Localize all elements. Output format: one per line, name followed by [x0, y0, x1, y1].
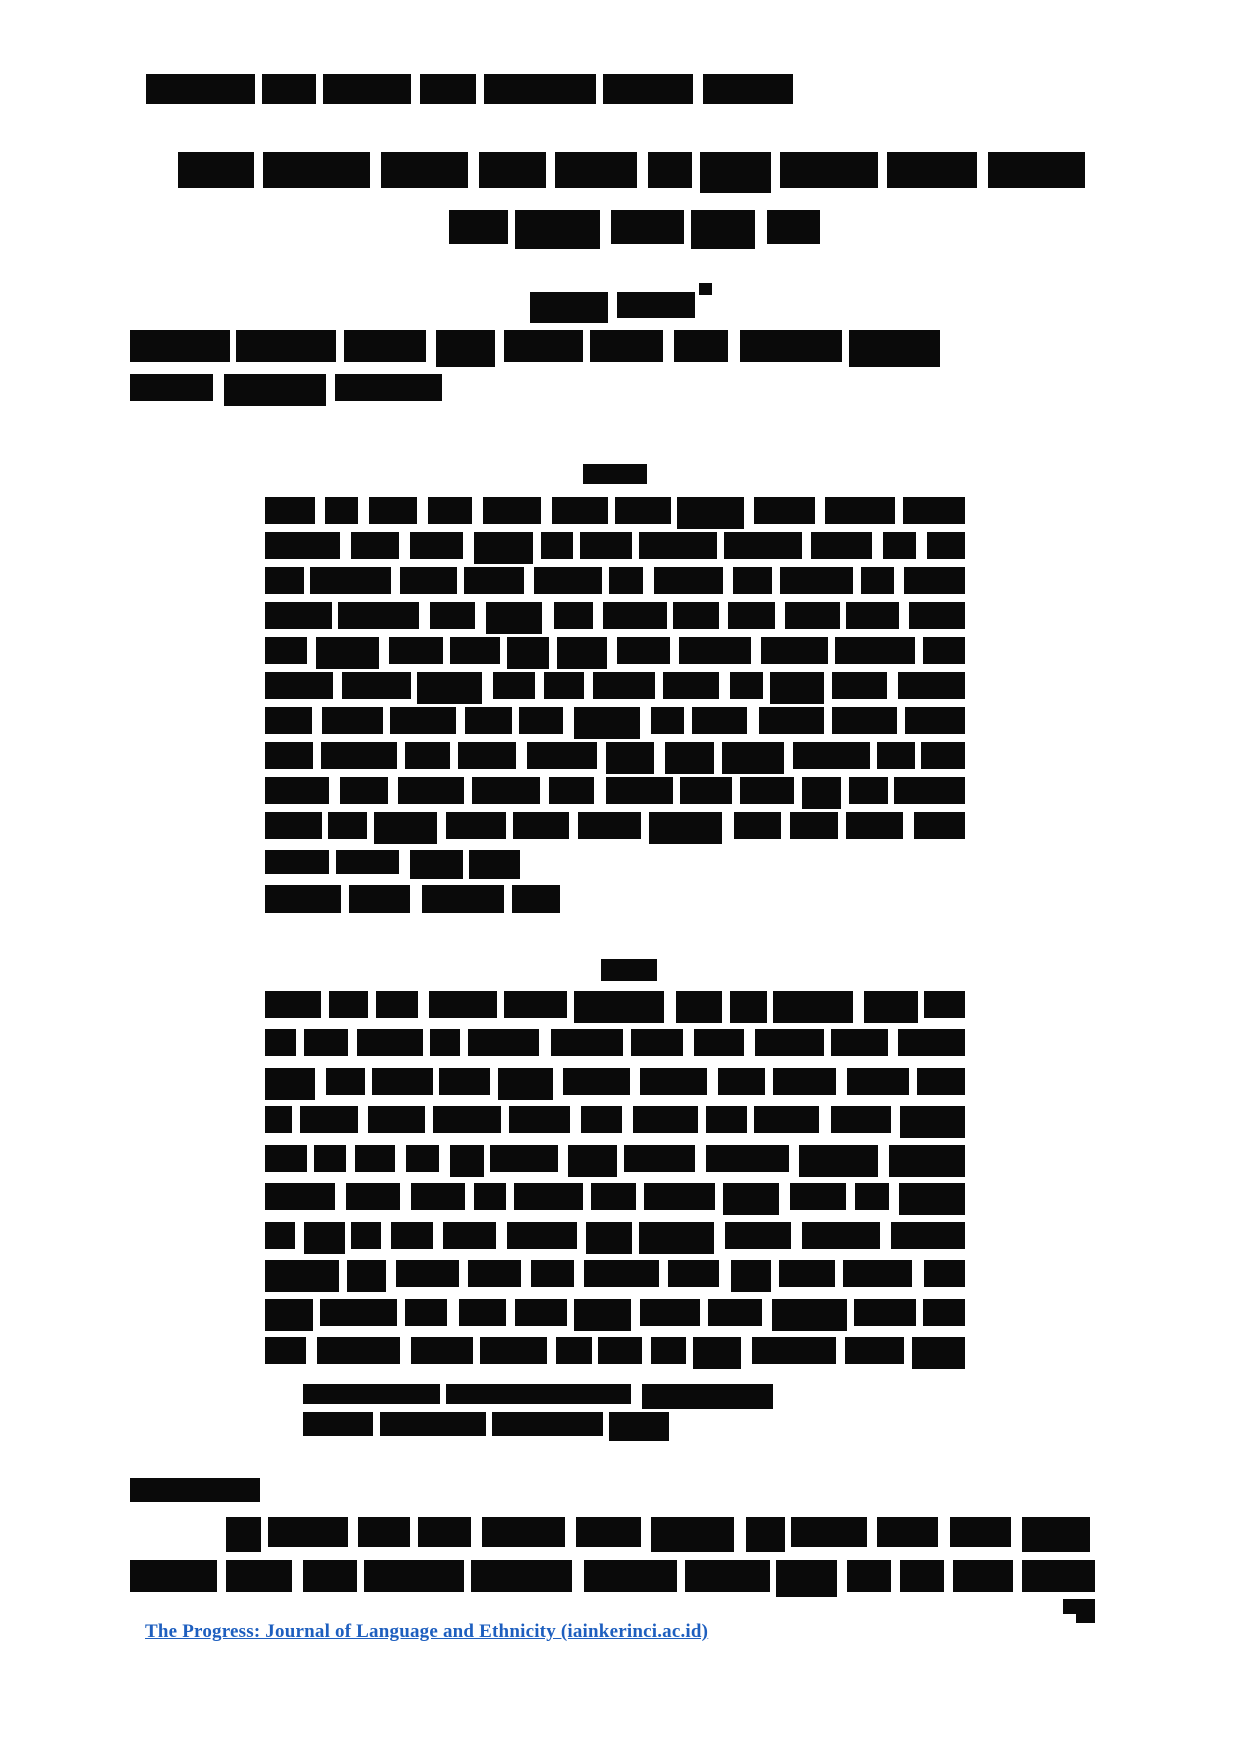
abstrak-line-5 [265, 1145, 965, 1172]
intro-paragraph-line-1 [226, 1517, 1090, 1547]
abstrak-heading [601, 959, 657, 981]
abstrak-line-6 [265, 1183, 965, 1210]
author-superscript [699, 283, 712, 295]
title-line-1 [178, 152, 1085, 188]
footnote-marker-b [1076, 1610, 1095, 1623]
introduction-heading [130, 1478, 260, 1502]
email-line [130, 374, 442, 401]
abstract-line-6 [265, 672, 965, 699]
abstrak-line-9 [265, 1299, 965, 1326]
abstract-line-9 [265, 777, 965, 804]
author-line [530, 292, 695, 318]
abstract-line-3 [265, 567, 965, 594]
abstract-line-8 [265, 742, 965, 769]
abstract-email-line [265, 885, 560, 913]
abstract-heading [583, 464, 647, 484]
abstrak-line-2 [265, 1029, 965, 1056]
doi-line [303, 1384, 773, 1404]
abstract-line-1 [265, 497, 965, 524]
abstrak-line-3 [265, 1068, 965, 1095]
abstract-keywords-line [265, 850, 520, 874]
abstract-line-5 [265, 637, 965, 664]
abstract-line-2 [265, 532, 965, 559]
title-line-2 [449, 210, 820, 244]
abstract-line-4 [265, 602, 965, 629]
abstract-line-10 [265, 812, 965, 839]
abstrak-line-4 [265, 1106, 965, 1133]
abstrak-line-1 [265, 991, 965, 1018]
abstrak-line-10 [265, 1337, 965, 1364]
abstrak-line-8 [265, 1260, 965, 1287]
abstract-line-7 [265, 707, 965, 734]
abstrak-line-7 [265, 1222, 965, 1249]
intro-paragraph-line-2 [130, 1560, 1095, 1592]
journal-footer-link[interactable]: The Progress: Journal of Language and Ethnicity (iainkerinci.ac.id) [145, 1621, 709, 1642]
kata-kunci-line [303, 1412, 669, 1436]
header-line [146, 74, 793, 104]
affiliation-line [130, 330, 940, 362]
